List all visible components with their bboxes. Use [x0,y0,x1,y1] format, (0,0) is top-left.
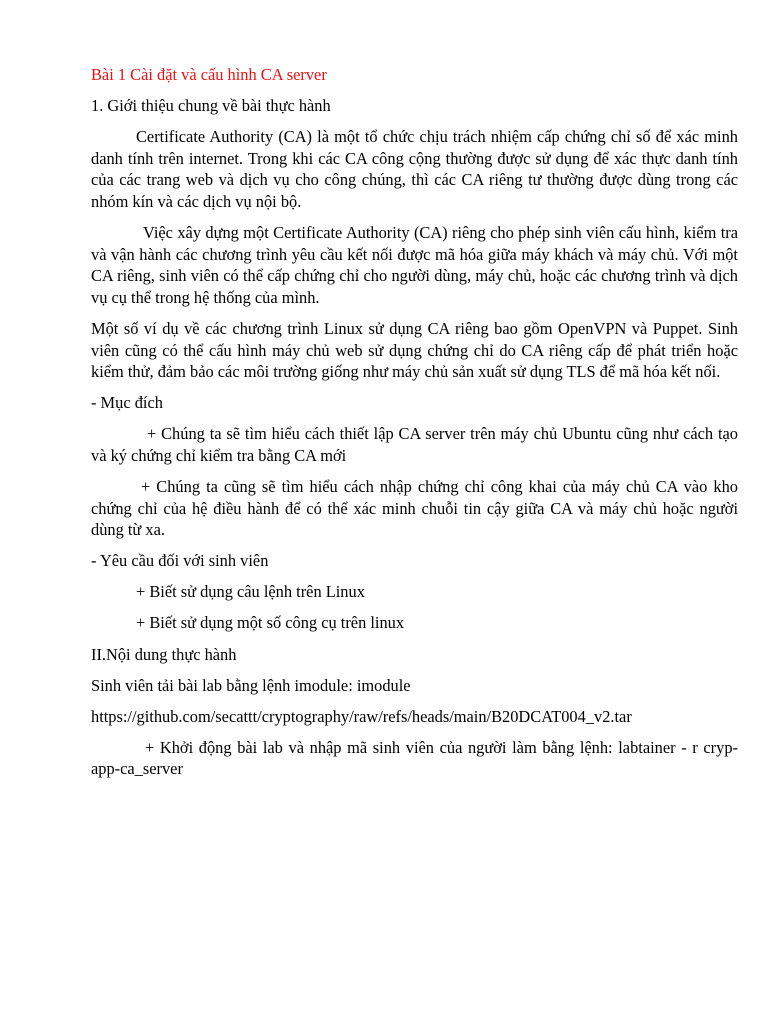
section2-heading: II.Nội dung thực hành [91,644,237,664]
download-instruction: Sinh viên tải bài lab bằng lệnh imodule: imodule [91,675,411,695]
requirement-item-2: + Biết sử dụng một số công cụ trên linux [136,613,405,633]
document-title: Bài 1 Cài đặt và cấu hình CA server [91,65,327,84]
intro-paragraph-2: Việc xây dựng một Certificate Authority (CA) riêng cho phép sinh viên cấu hình, kiểm tra và vận hành các chương trình yêu cầu kết nối được mã hóa giữa máy khách và máy chủ. Với một CA riêng, sinh viên có thể cấp chứng chỉ cho người dùng, máy chủ, hoặc các chương trình và dịch vụ cụ thể trong hệ thống của mình. [91,223,738,307]
section1-heading: 1. Giới thiệu chung về bài thực hành [91,96,331,116]
purpose-heading: - Mục đích [91,393,163,413]
requirements-heading: - Yêu cầu đối với sinh viên [91,551,269,571]
start-lab-instruction: + Khởi động bài lab và nhập mã sinh viên của người làm bằng lệnh: labtainer - r cryp-app-ca_server [91,737,738,779]
document-page [91,64,738,790]
requirement-item-1: + Biết sử dụng câu lệnh trên Linux [136,582,365,602]
intro-paragraph-3: Một số ví dụ về các chương trình Linux sử dụng CA riêng bao gồm OpenVPN và Puppet. Sinh viên cũng có thể cấu hình máy chủ web sử dụng chứng chỉ do CA riêng cấp để phát triển hoặc kiểm thử, đảm bảo các môi trường giống như máy chủ sản xuất sử dụng TLS để mã hóa kết nối. [91,318,738,382]
purpose-item-2: + Chúng ta cũng sẽ tìm hiểu cách nhập chứng chỉ công khai của máy chủ CA vào kho chứng chỉ của hệ điều hành để có thể xác minh chuỗi tin cậy giữa CA và máy chủ hoặc người dùng từ xa. [91,477,738,540]
intro-paragraph-1: Certificate Authority (CA) là một tổ chức chịu trách nhiệm cấp chứng chỉ số để xác minh danh tính trên internet. Trong khi các CA công cộng thường được sử dụng để xác thực danh tính của các trang web và dịch vụ cho công chúng, thì các CA riêng tư thường được dùng trong các nhóm kín và các dịch vụ nội bộ. [91,127,738,211]
download-url: https://github.com/secattt/cryptography/raw/refs/heads/main/B20DCAT004_v2.tar [91,706,632,726]
purpose-item-1: + Chúng ta sẽ tìm hiểu cách thiết lập CA server trên máy chủ Ubuntu cũng như cách tạo và ký chứng chỉ kiểm tra bằng CA mới [91,424,738,465]
